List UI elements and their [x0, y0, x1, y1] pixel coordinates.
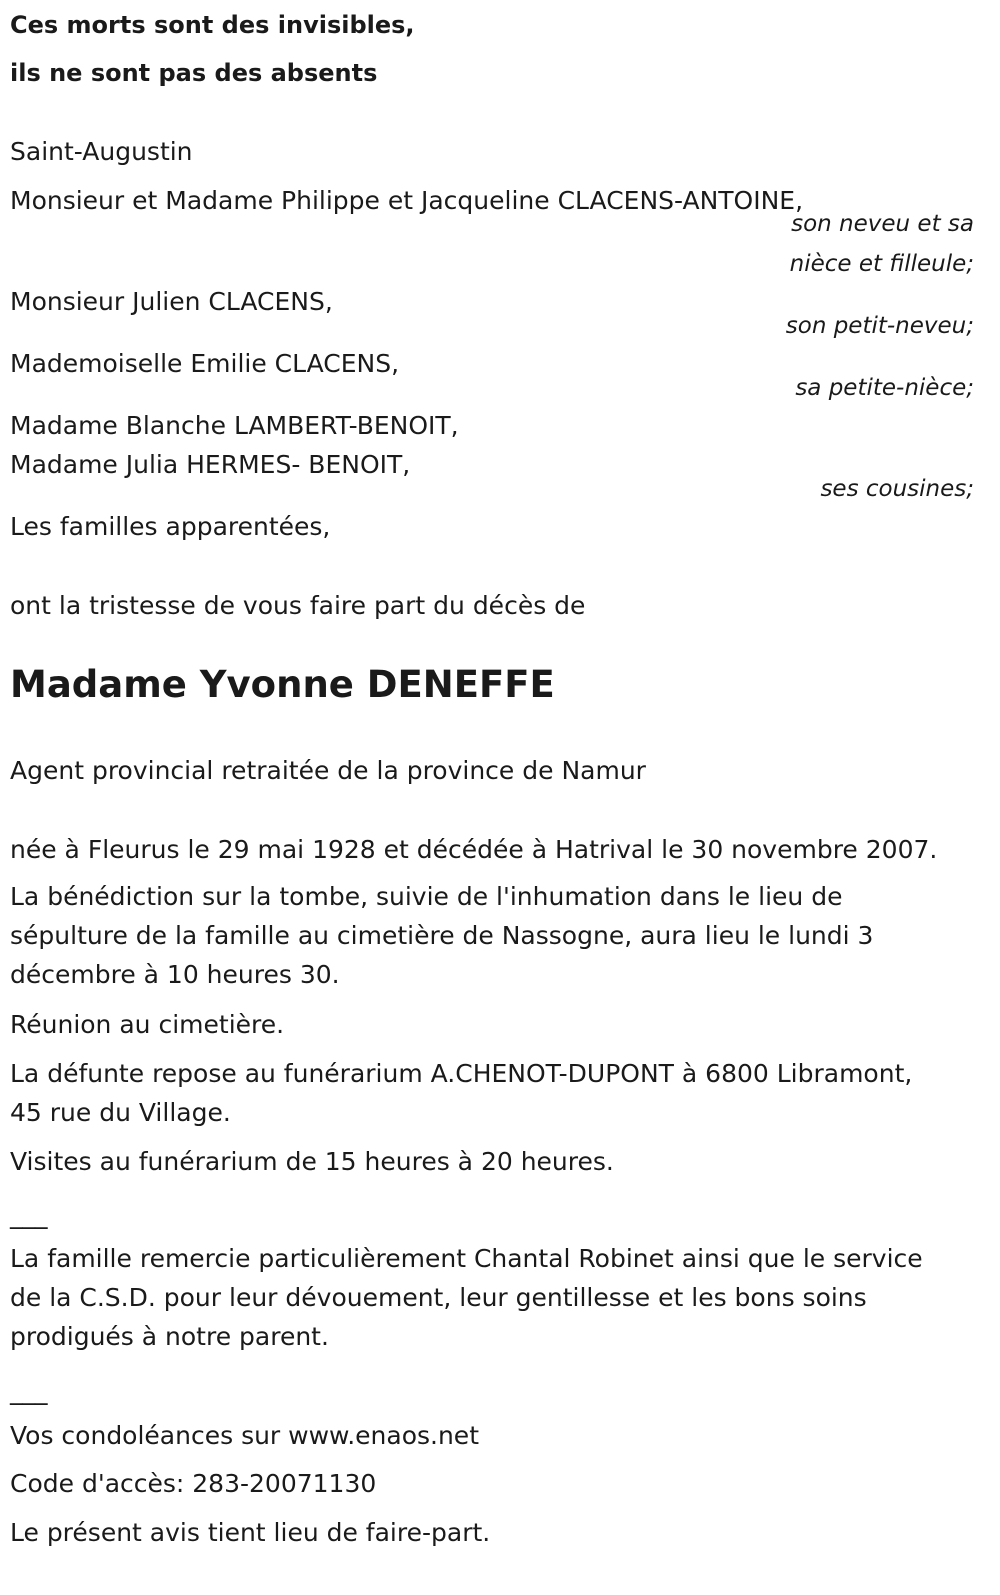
- access-code-text: Code d'accès: 283-20071130: [10, 1469, 377, 1498]
- ceremony-line-3: décembre à 10 heures 30.: [10, 960, 340, 989]
- birth-death-text: née à Fleurus le 29 mai 1928 et décédée à Hatrival le 30 novembre 2007.: [10, 835, 938, 864]
- relation-3: sa petite-nièce;: [795, 375, 974, 401]
- occupation-text: Agent provincial retraitée de la province de Namur: [10, 756, 646, 785]
- relation-1b: nièce et filleule;: [789, 251, 974, 277]
- family-member-1: Monsieur et Madame Philippe et Jacqueline CLACENS-ANTOINE,: [10, 186, 804, 215]
- family-member-2: Monsieur Julien CLACENS,: [10, 287, 333, 316]
- relation-1a: son neveu et sa: [791, 211, 974, 237]
- family-member-3: Mademoiselle Emilie CLACENS,: [10, 349, 400, 378]
- funeral-home-line-1: La défunte repose au funérarium A.CHENOT-DUPONT à 6800 Libramont,: [10, 1059, 913, 1088]
- ceremony-line-2: sépulture de la famille au cimetière de Nassogne, aura lieu le lundi 3: [10, 921, 874, 950]
- meeting-text: Réunion au cimetière.: [10, 1010, 285, 1039]
- thanks-line-2: de la C.S.D. pour leur dévouement, leur gentillesse et les bons soins: [10, 1283, 867, 1312]
- announcement-text: ont la tristesse de vous faire part du décès de: [10, 591, 586, 620]
- place-name: Saint-Augustin: [10, 137, 193, 166]
- funeral-home-line-2: 45 rue du Village.: [10, 1098, 231, 1127]
- deceased-name: Madame Yvonne DENEFFE: [10, 663, 555, 706]
- condolences-text: Vos condoléances sur www.enaos.net: [10, 1421, 479, 1450]
- family-member-4: Madame Blanche LAMBERT-BENOIT,: [10, 411, 459, 440]
- quote-line-2: ils ne sont pas des absents: [10, 59, 378, 87]
- thanks-line-1: La famille remercie particulièrement Chantal Robinet ainsi que le service: [10, 1244, 923, 1273]
- separator-1: ___: [10, 1200, 48, 1229]
- visits-text: Visites au funérarium de 15 heures à 20 heures.: [10, 1147, 614, 1176]
- family-member-6: Les familles apparentées,: [10, 512, 331, 541]
- relation-5: ses cousines;: [820, 476, 974, 502]
- family-member-5: Madame Julia HERMES- BENOIT,: [10, 450, 411, 479]
- thanks-line-3: prodigués à notre parent.: [10, 1322, 329, 1351]
- relation-2: son petit-neveu;: [785, 313, 974, 339]
- notice-text: Le présent avis tient lieu de faire-part.: [10, 1518, 491, 1547]
- quote-line-1: Ces morts sont des invisibles,: [10, 11, 415, 39]
- ceremony-line-1: La bénédiction sur la tombe, suivie de l'inhumation dans le lieu de: [10, 882, 843, 911]
- separator-2: ___: [10, 1376, 48, 1405]
